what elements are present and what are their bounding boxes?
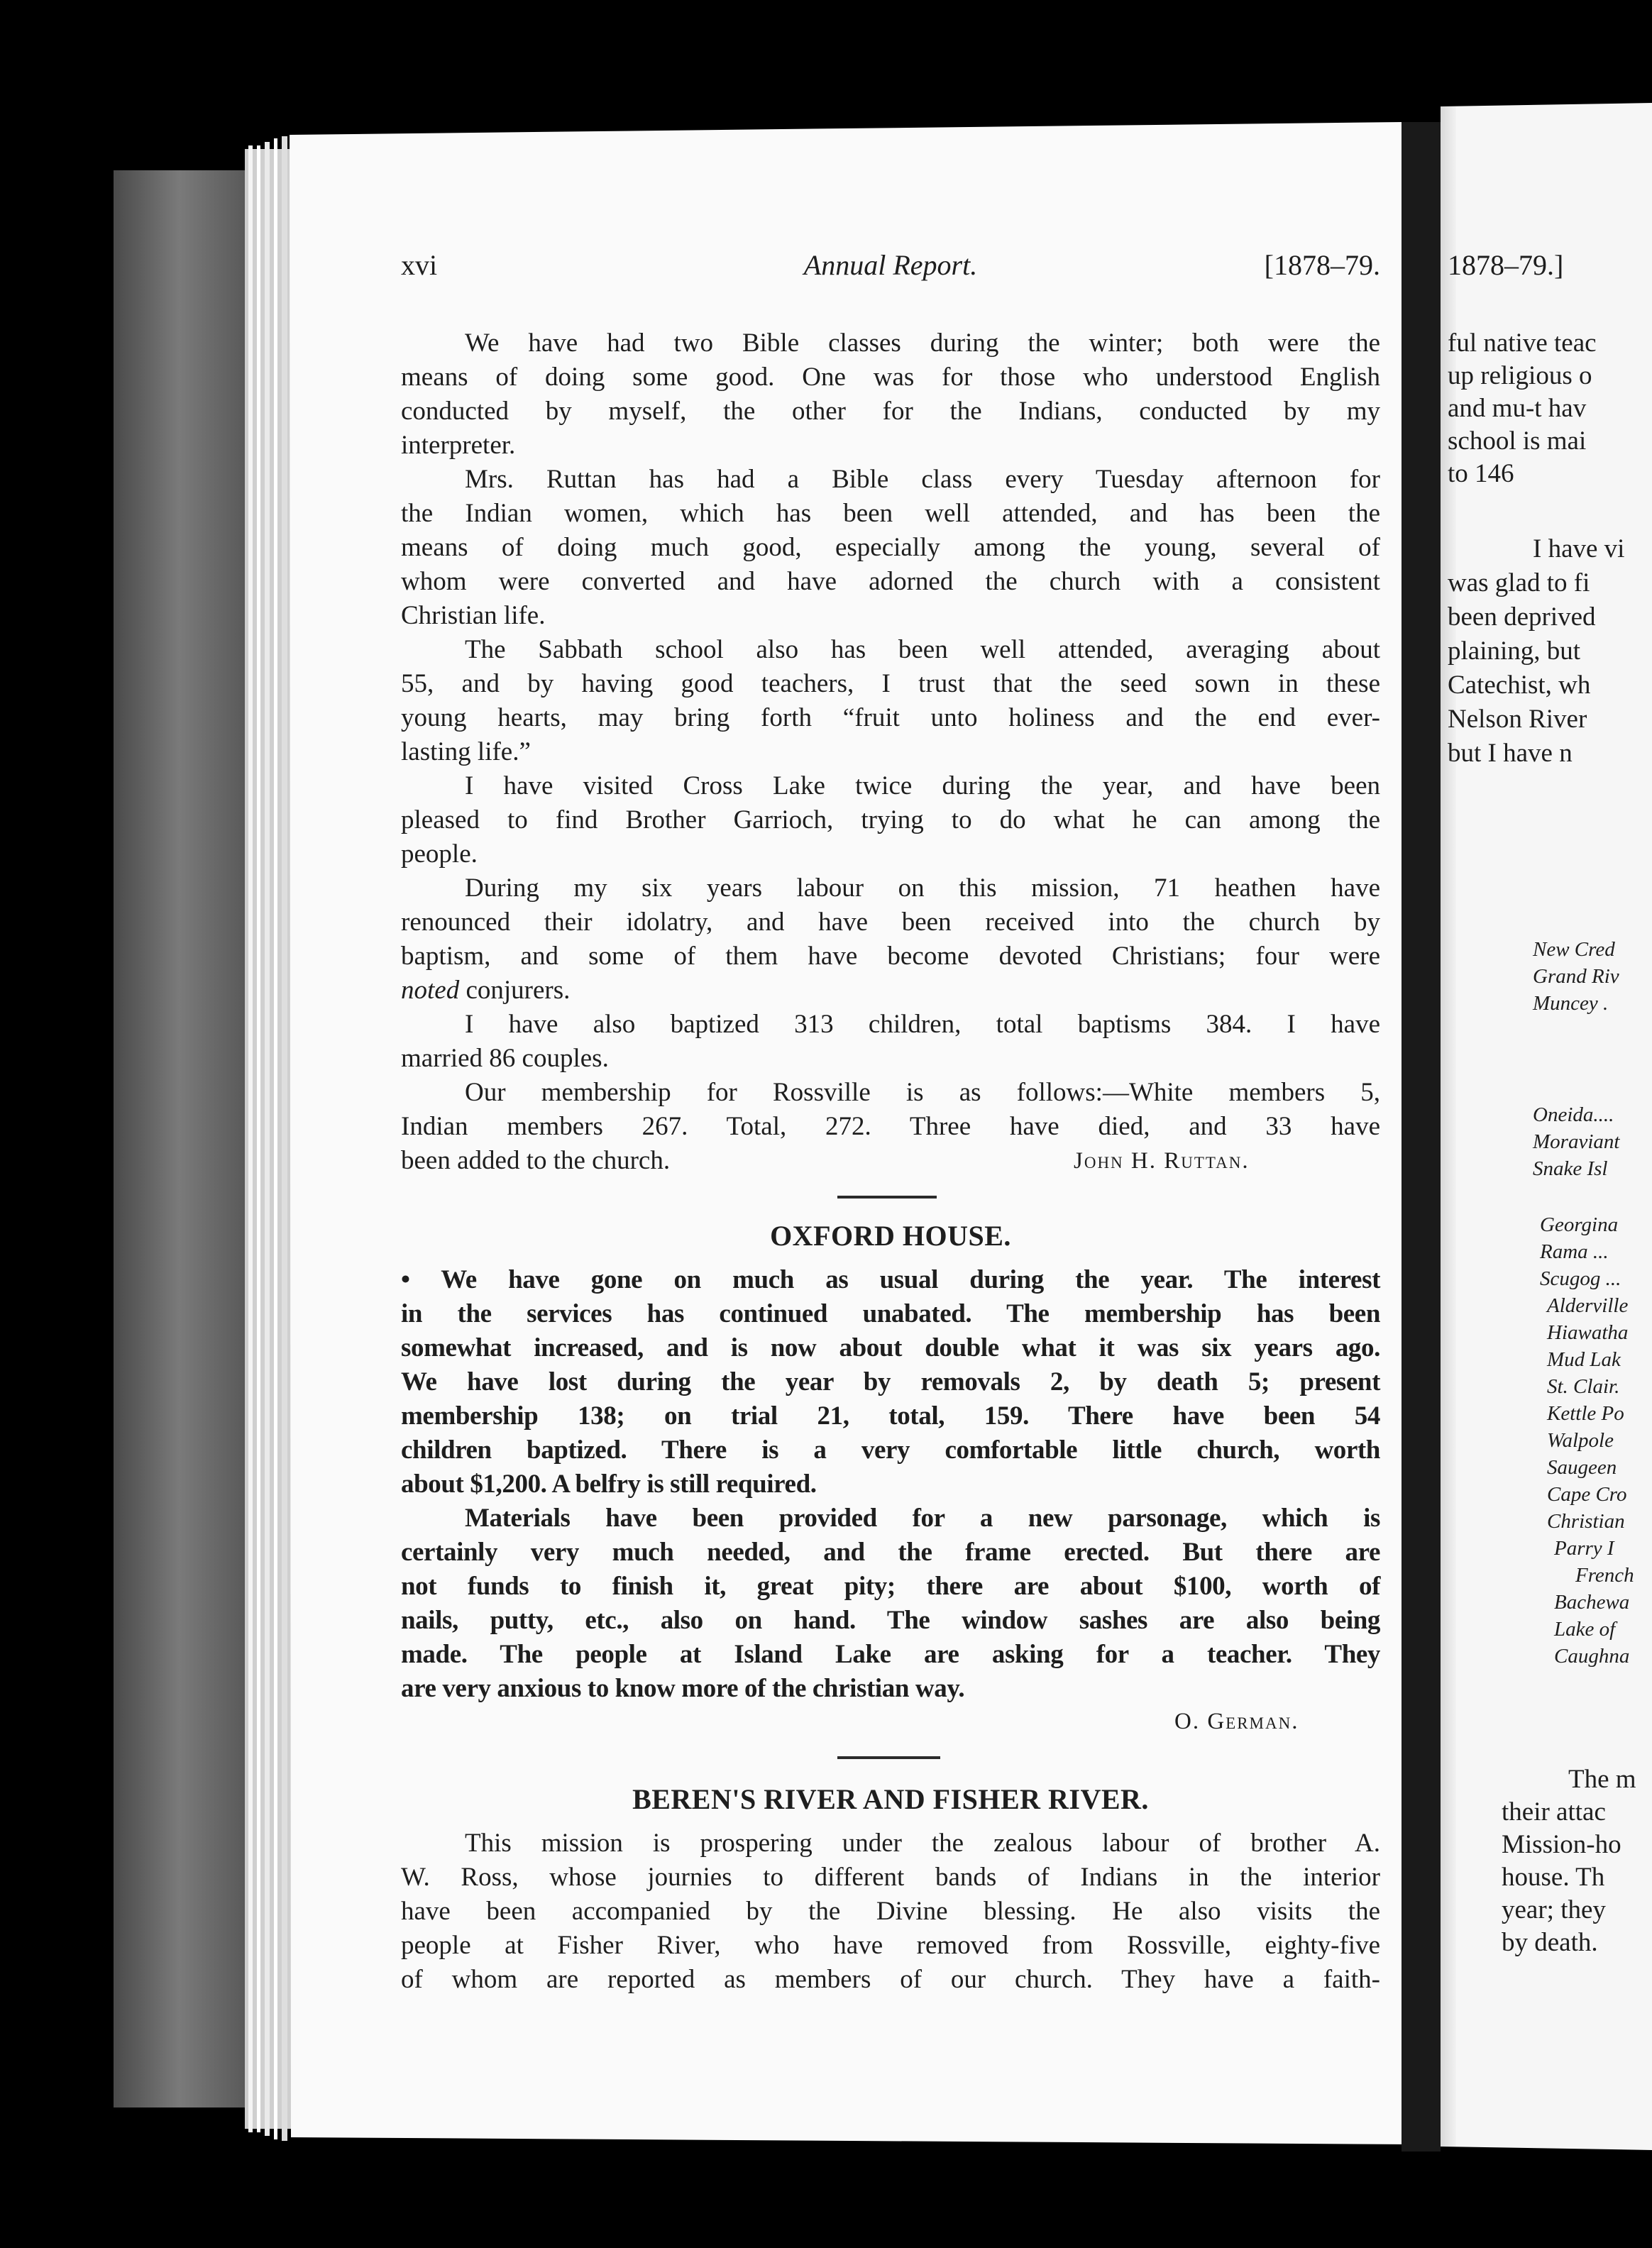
text-line: • We have gone on much as usual during the year. The interest xyxy=(401,1265,1380,1294)
text-line: certainly very much needed, and the frame erected. But there are xyxy=(401,1538,1380,1567)
mission-name: Cape Cro xyxy=(1547,1483,1627,1506)
text-line: We have had two Bible classes during the winter; both were the xyxy=(465,329,1380,358)
text-line: renounced their idolatry, and have been received into the church by xyxy=(401,908,1380,937)
mission-name: Walpole xyxy=(1547,1429,1614,1452)
facing-line: ful native teac xyxy=(1448,329,1597,358)
text-line: the Indian women, which has been well attended, and has been the xyxy=(401,499,1380,528)
mission-name: Caughna xyxy=(1554,1645,1630,1668)
text-line: means of doing much good, especially among the young, several of xyxy=(401,533,1380,562)
mission-name: St. Clair. xyxy=(1547,1375,1620,1398)
text-line: Materials have been provided for a new parsonage, which is xyxy=(465,1504,1380,1533)
text-line: Mrs. Ruttan has had a Bible class every Tuesday afternoon for xyxy=(465,465,1380,494)
text-line: noted conjurers. xyxy=(401,976,571,1005)
text-line: I have visited Cross Lake twice during the year, and have been xyxy=(465,771,1380,800)
text-line: baptism, and some of them have become devoted Christians; four were xyxy=(401,942,1380,971)
mission-name: Kettle Po xyxy=(1547,1402,1624,1425)
text-line: lasting life.” xyxy=(401,737,531,766)
emphasis-noted: noted xyxy=(401,976,460,1005)
mission-name: Mud Lak xyxy=(1547,1348,1621,1371)
mission-name: Bachewa xyxy=(1554,1591,1630,1614)
text-line: This mission is prospering under the zealous labour of brother A. xyxy=(465,1829,1380,1858)
facing-line: was glad to fi xyxy=(1448,568,1590,597)
text-line: Our membership for Rossville is as follows:—White members 5, xyxy=(465,1078,1380,1107)
text-line: not funds to finish it, great pity; there are about $100, worth of xyxy=(401,1572,1380,1601)
mission-name: Grand Riv xyxy=(1533,965,1619,988)
facing-line: by death. xyxy=(1502,1928,1598,1957)
running-title: Annual Report. xyxy=(803,249,978,281)
marbled-edge xyxy=(114,170,245,2108)
facing-line: I have vi xyxy=(1533,534,1625,563)
text-line: have been accompanied by the Divine blessing. He also visits the xyxy=(401,1897,1380,1926)
facing-header: 1878–79.] xyxy=(1448,249,1564,281)
main-page xyxy=(401,248,1380,2235)
signature-german: O. German. xyxy=(1174,1709,1299,1734)
text-line: whom were converted and have adorned the church with a consistent xyxy=(401,567,1380,596)
text-line: During my six years labour on this mission, 71 heathen have xyxy=(465,874,1380,903)
text-line: I have also baptized 313 children, total baptisms 384. I have xyxy=(465,1010,1380,1039)
mission-name: Alderville xyxy=(1547,1294,1629,1317)
signature-ruttan: John H. Ruttan. xyxy=(1074,1148,1250,1174)
facing-page xyxy=(1448,0,1652,2248)
mission-name: Lake of xyxy=(1554,1618,1616,1641)
section-heading-oxford: OXFORD HOUSE. xyxy=(770,1220,1011,1252)
mission-name: Scugog ... xyxy=(1540,1267,1621,1290)
text-line: in the services has continued unabated. The membership has been xyxy=(401,1299,1380,1328)
text-line: W. Ross, whose journies to different bands of Indians in the interior xyxy=(401,1863,1380,1892)
mission-name: French xyxy=(1575,1564,1634,1587)
mission-name: Christian xyxy=(1547,1510,1625,1533)
text-line: Indian members 267. Total, 272. Three have died, and 33 have xyxy=(401,1112,1380,1141)
facing-line: Nelson River xyxy=(1448,705,1587,734)
mission-name: Muncey . xyxy=(1533,992,1609,1015)
text-line: pleased to find Brother Garrioch, trying to do what he can among the xyxy=(401,805,1380,834)
page-number: xvi xyxy=(401,249,438,281)
mission-name: Hiawatha xyxy=(1547,1321,1629,1344)
text-line: people at Fisher River, who have removed from Rossville, eighty-five xyxy=(401,1931,1380,1960)
mission-name: Snake Isl xyxy=(1533,1157,1608,1180)
text-line: means of doing some good. One was for those who understood English xyxy=(401,363,1380,392)
mission-name: Saugeen xyxy=(1547,1456,1617,1479)
text-line: somewhat increased, and is now about double what it was six years ago. xyxy=(401,1333,1380,1362)
facing-line: but I have n xyxy=(1448,739,1573,768)
text-line: about $1,200. A belfry is still required. xyxy=(401,1470,817,1499)
facing-line: to 146 xyxy=(1448,459,1514,488)
text-line: interpreter. xyxy=(401,431,516,460)
gutter xyxy=(1402,122,1441,2151)
facing-line: their attac xyxy=(1502,1797,1606,1826)
text-line: The Sabbath school also has been well attended, averaging about xyxy=(465,635,1380,664)
text-line: children baptized. There is a very comfortable little church, worth xyxy=(401,1436,1380,1465)
facing-line: The m xyxy=(1568,1765,1636,1794)
text-line: young hearts, may bring forth “fruit unto holiness and the end ever- xyxy=(401,703,1380,732)
text-line: membership 138; on trial 21, total, 159. There have been 54 xyxy=(401,1401,1380,1431)
mission-name: Georgina xyxy=(1540,1213,1619,1236)
text-line: are very anxious to know more of the christian way. xyxy=(401,1674,965,1703)
text-line: married 86 couples. xyxy=(401,1044,609,1073)
facing-line: Mission-ho xyxy=(1502,1830,1621,1859)
text-line: of whom are reported as members of our church. They have a faith- xyxy=(401,1965,1380,1994)
mission-name: Oneida.... xyxy=(1533,1103,1614,1126)
facing-line: and mu-t hav xyxy=(1448,394,1587,423)
year-range: [1878–79. xyxy=(1264,249,1380,281)
facing-line: been deprived xyxy=(1448,602,1596,632)
facing-line: year; they xyxy=(1502,1895,1606,1924)
text-line: made. The people at Island Lake are asking for a teacher. They xyxy=(401,1640,1380,1669)
facing-line: school is mai xyxy=(1448,426,1587,456)
text-line: We have lost during the year by removals 2, by death 5; present xyxy=(401,1367,1380,1396)
mission-name: Parry I xyxy=(1554,1537,1614,1560)
text-line: nails, putty, etc., also on hand. The window sashes are also being xyxy=(401,1606,1380,1635)
facing-line: Catechist, wh xyxy=(1448,671,1591,700)
facing-line: house. Th xyxy=(1502,1863,1605,1892)
text-line: been added to the church. xyxy=(401,1146,671,1175)
text-line: 55, and by having good teachers, I trust that the seed sown in these xyxy=(401,669,1380,698)
text-line: people. xyxy=(401,839,478,869)
mission-name: New Cred xyxy=(1533,938,1615,961)
text-line: Christian life. xyxy=(401,601,546,630)
mission-name: Rama ... xyxy=(1540,1240,1609,1263)
facing-line: up religious o xyxy=(1448,361,1592,390)
facing-line: plaining, but xyxy=(1448,637,1581,666)
mission-name: Moraviant xyxy=(1533,1130,1620,1153)
section-heading-berens: BEREN'S RIVER AND FISHER RIVER. xyxy=(632,1783,1149,1815)
text-line: conducted by myself, the other for the Indians, conducted by my xyxy=(401,397,1380,426)
